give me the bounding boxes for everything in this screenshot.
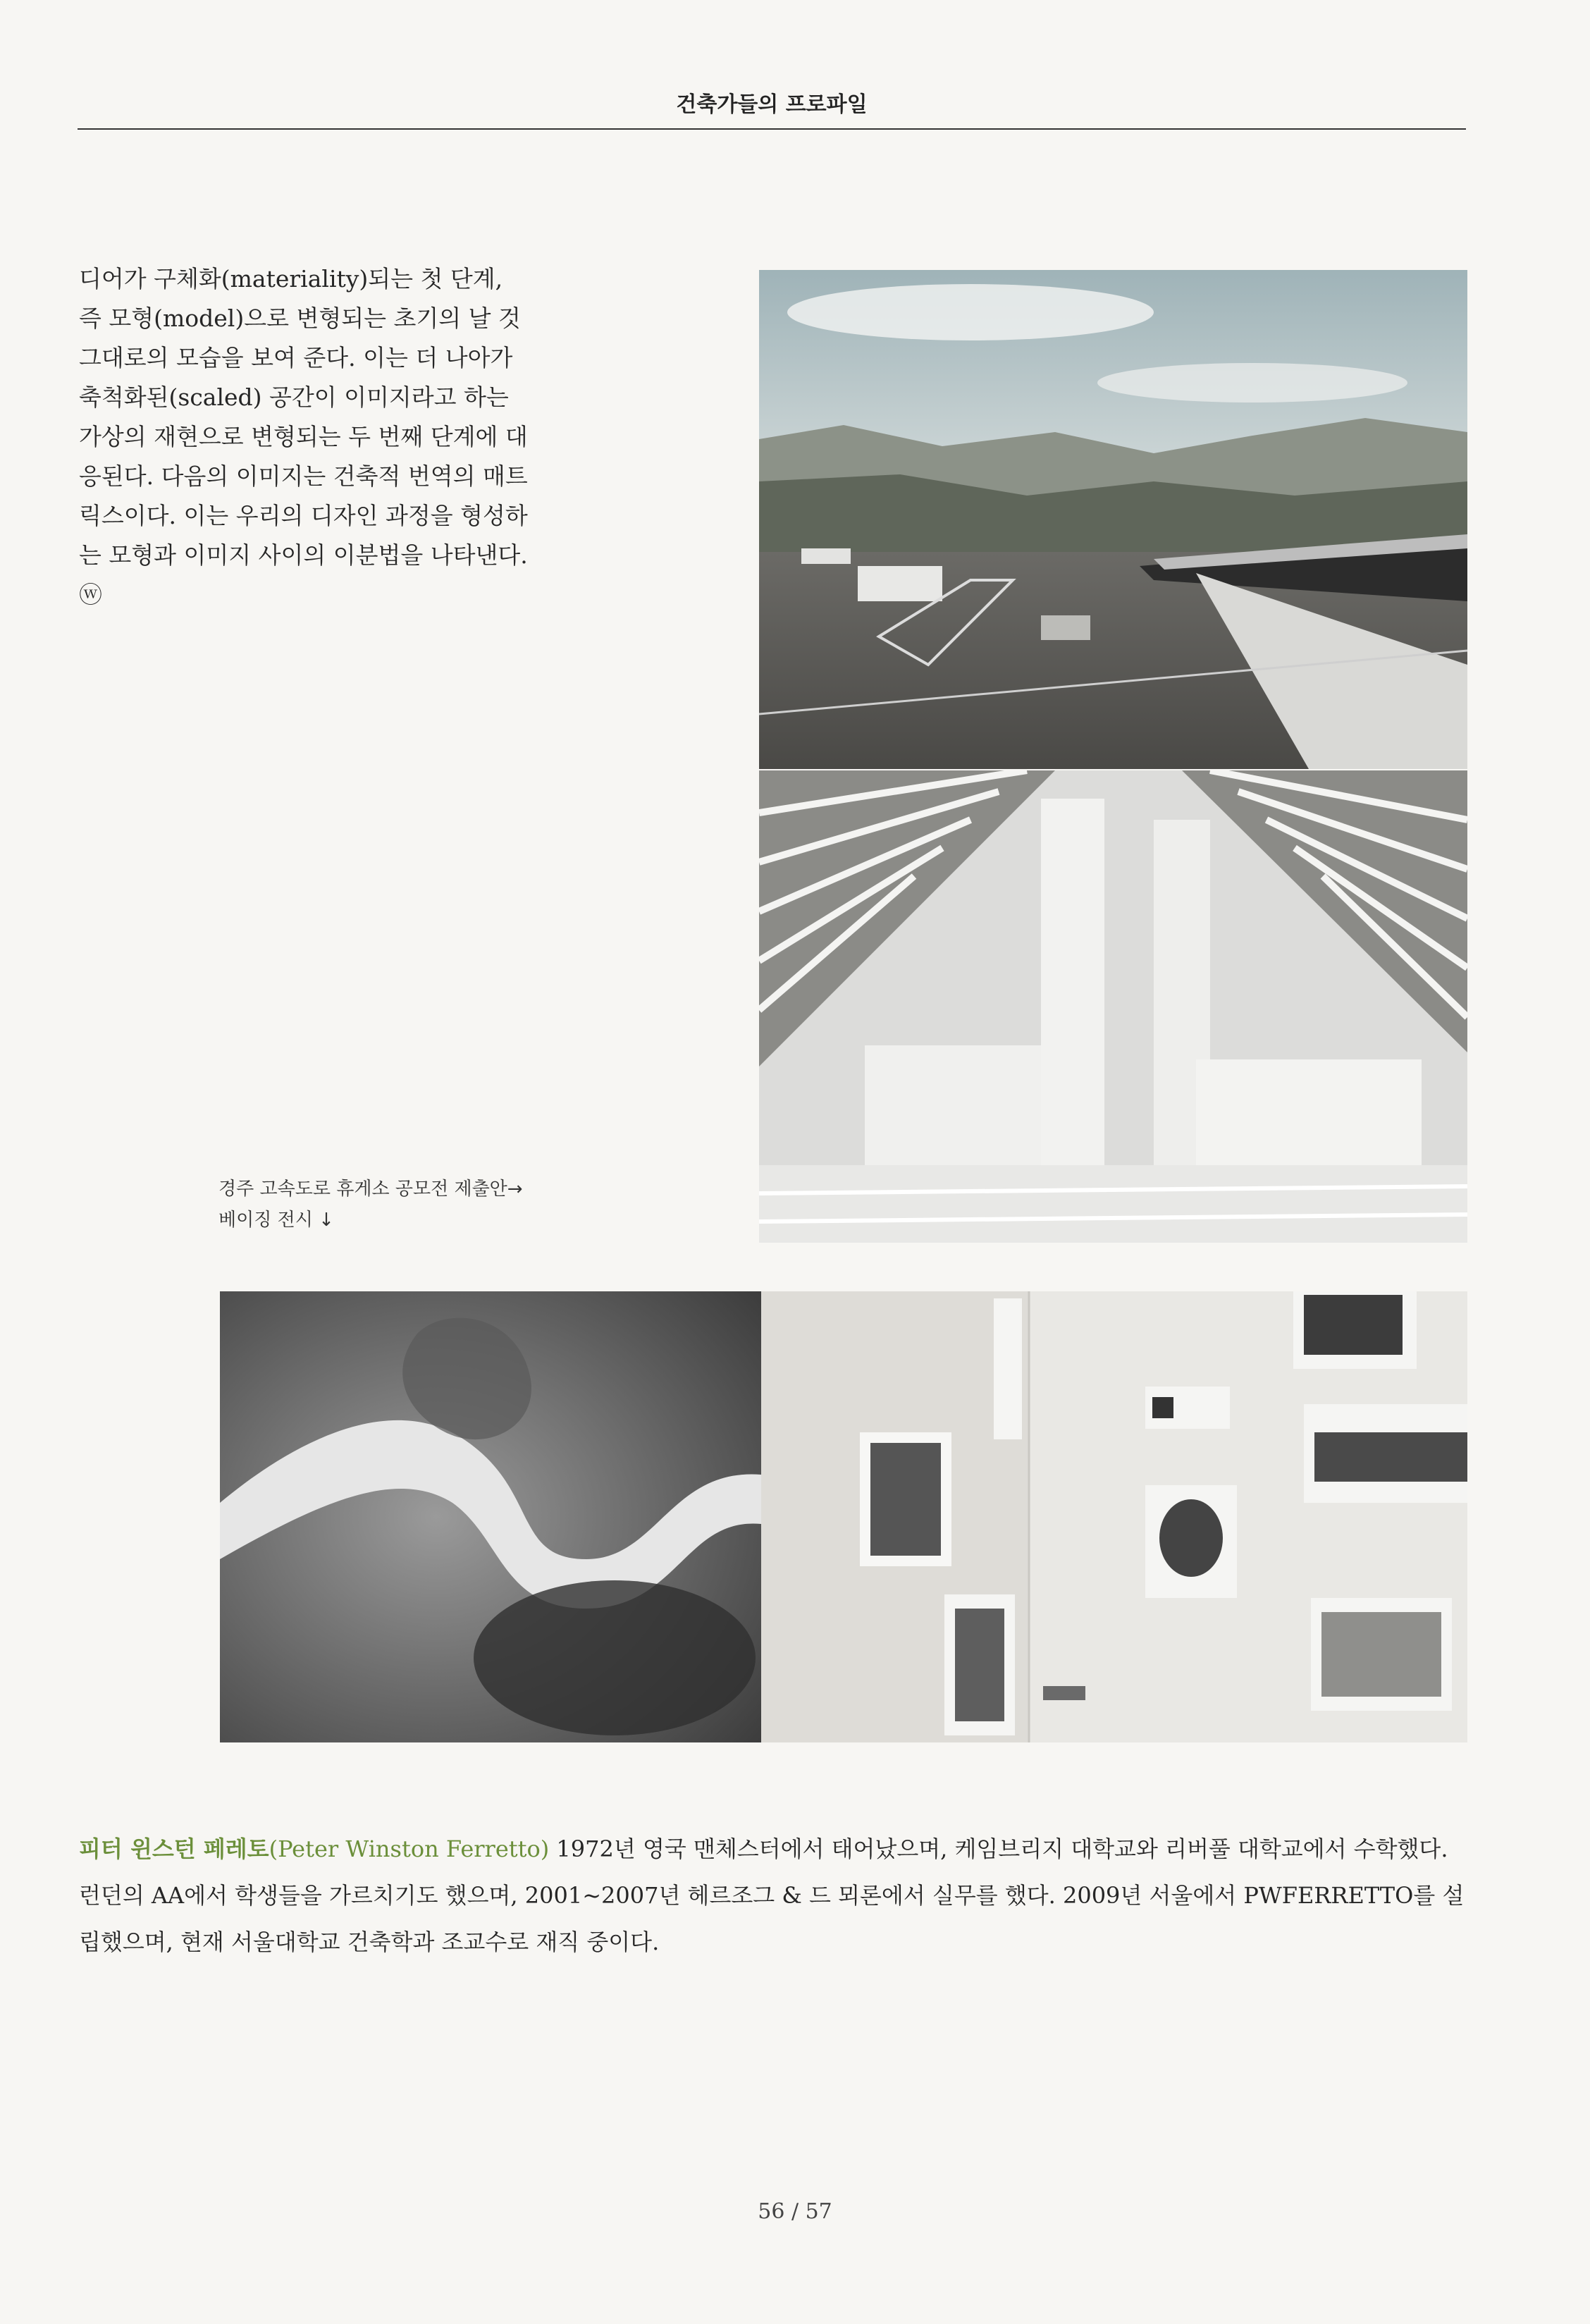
header-rule (78, 128, 1466, 130)
bio-name-english: (Peter Winston Ferretto) (269, 1836, 550, 1862)
caption-line-1: 경주 고속도로 휴게소 공모전 제출안→ (218, 1179, 523, 1200)
rest-area-rendering-photo (759, 270, 1467, 769)
beijing-exhibition-photo (761, 1291, 1467, 1742)
pavilion-interior-rendering-photo (759, 770, 1467, 1243)
image-caption (218, 1174, 557, 1236)
bio-text: 1972년 영국 맨체스터에서 태어났으며, 케임브리지 대학교와 리버풀 대학교에서 수학했다. 런던의 AA에서 학생들을 가르치기도 했으며, 2001~2007년 헤르조그 & 드 뫼론에서 실무를 했다. 2009년 서울에서 PWFERRETTO를 설립했으며, 현재 서울대학교 건축학과 조교수로 재직 중이다. (79, 1836, 1465, 1955)
running-header: 건축가들의 프로파일 (676, 92, 868, 117)
body-paragraph: 디어가 구체화(materiality)되는 첫 단계, 즉 모형(model)으로 변형되는 초기의 날 것 그대로의 모습을 보여 준다. 이는 더 나아가 축척화된(scaled) 공간이 이미지라고 하는 가상의 재현으로 변형되는 두 번째 단계에 대응된다. 다음의 이미지는 건축적 번역의 매트릭스이다. 이는 우리의 디자인 과정을 형성하는 모형과 이미지 사이의 이분법을 나타낸다. ⓦ (79, 265, 528, 608)
abstract-model-photo (220, 1291, 761, 1742)
page-number: 56 / 57 (758, 2199, 832, 2224)
architect-bio (79, 1826, 1469, 1965)
bio-name-korean: 피터 윈스턴 페레토 (79, 1836, 269, 1862)
caption-line-2: 베이징 전시 ↓ (218, 1210, 334, 1231)
